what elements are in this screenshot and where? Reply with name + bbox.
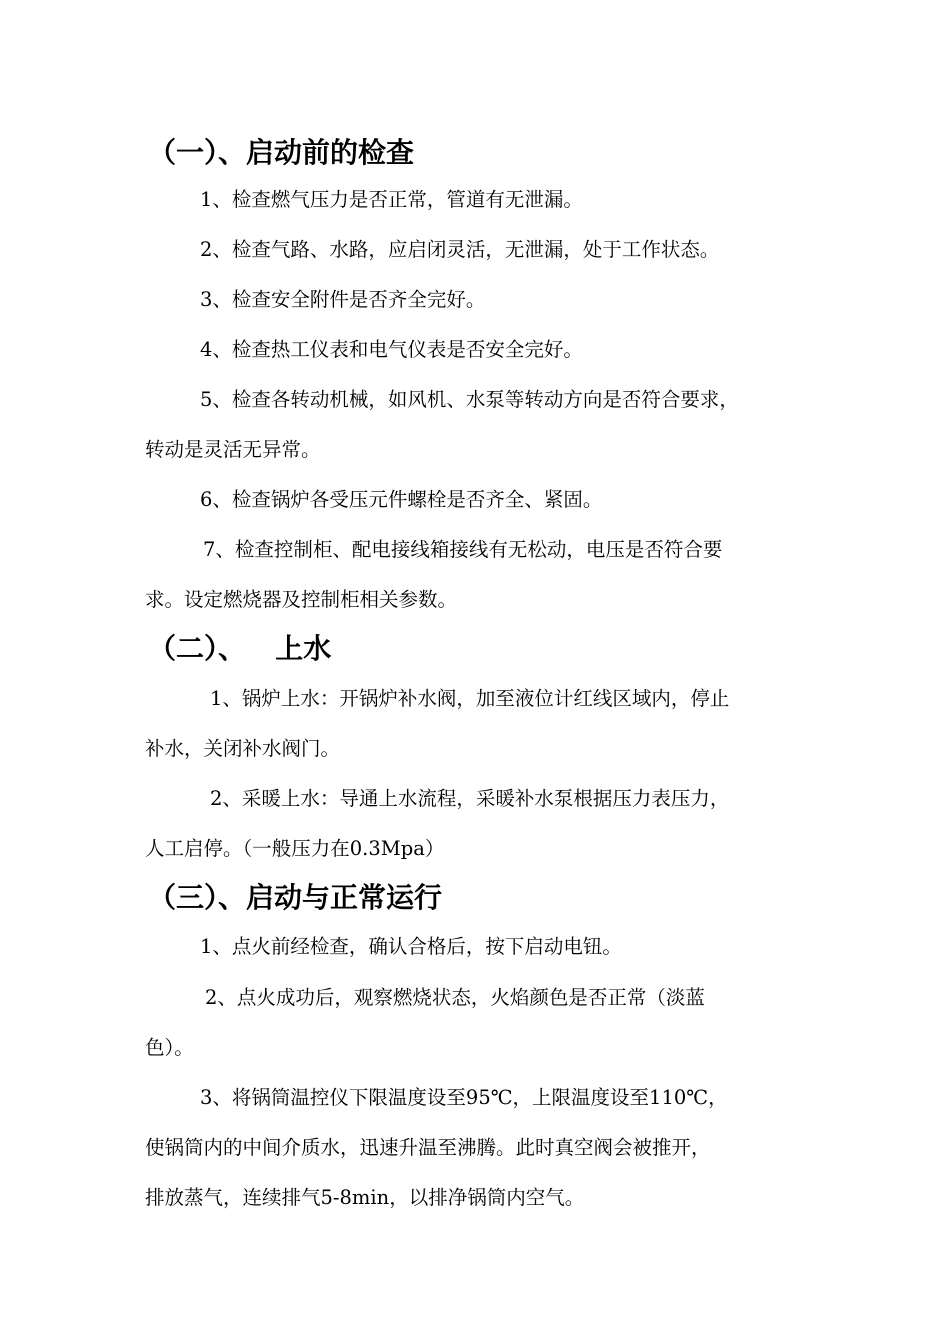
section-3-item-1: 1、点火前经检查，确认合格后，按下启动电钮。 — [200, 935, 622, 958]
section-1-item-5-cont: 转动是灵活无异常。 — [145, 438, 321, 461]
section-1-heading: （一）、启动前的检查 — [148, 136, 415, 169]
section-3-item-2-cont: 色）。 — [145, 1036, 194, 1059]
section-2-item-1: 1、锅炉上水：开锅炉补水阀，加至液位计红线区域内，停止 — [210, 687, 730, 710]
section-1-item-4: 4、检查热工仪表和电气仪表是否安全完好。 — [200, 338, 583, 361]
section-1-item-6: 6、检查锅炉各受压元件螺栓是否齐全、紧固。 — [200, 488, 603, 511]
section-3-heading: （三）、启动与正常运行 — [148, 881, 443, 914]
section-3-item-3: 3、将锅筒温控仪下限温度设至95℃，上限温度设至110℃， — [200, 1086, 728, 1109]
section-2-heading: （二）、 上水 — [148, 632, 332, 665]
section-3-item-3-cont-1: 使锅筒内的中间介质水，迅速升温至沸腾。此时真空阀会被推开， — [145, 1136, 711, 1159]
section-1-item-7: 7、检查控制柜、配电接线箱接线有无松动，电压是否符合要 — [203, 538, 723, 561]
section-1-item-1: 1、检查燃气压力是否正常，管道有无泄漏。 — [200, 188, 583, 211]
section-3-item-3-cont-2: 排放蒸气，连续排气5-8min，以排净锅筒内空气。 — [145, 1186, 585, 1209]
section-2-item-2-cont: 人工启停。（一般压力在0.3Mpa） — [145, 837, 445, 860]
section-3-item-2: 2、点火成功后，观察燃烧状态，火焰颜色是否正常（淡蓝 — [205, 986, 705, 1009]
section-1-item-5: 5、检查各转动机械，如风机、水泵等转动方向是否符合要求， — [200, 388, 739, 411]
section-2-item-2: 2、采暖上水：导通上水流程，采暖补水泵根据压力表压力， — [210, 787, 730, 810]
section-1-item-7-cont: 求。设定燃烧器及控制柜相关参数。 — [145, 588, 458, 611]
section-1-item-2: 2、检查气路、水路，应启闭灵活，无泄漏，处于工作状态。 — [200, 238, 720, 261]
section-1-item-3: 3、检查安全附件是否齐全完好。 — [200, 288, 486, 311]
section-2-item-1-cont: 补水，关闭补水阀门。 — [145, 737, 341, 760]
